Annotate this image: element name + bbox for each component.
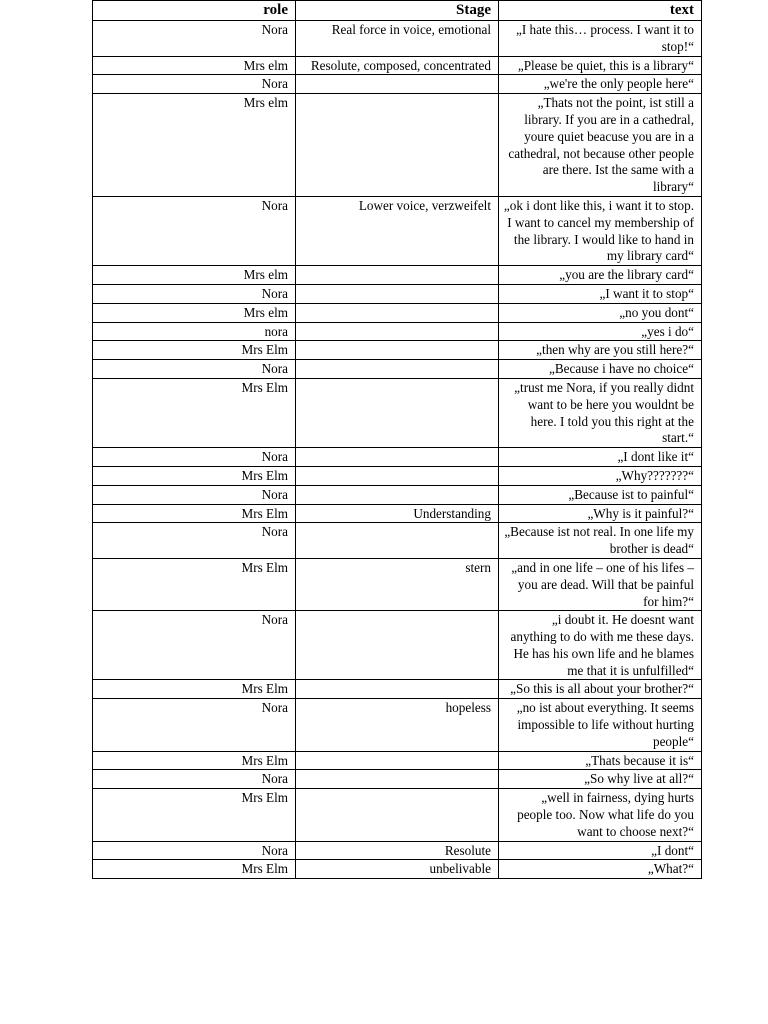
stage-cell [296, 360, 499, 379]
table-row [93, 699, 702, 751]
stage-cell: Resolute, composed, concentrated [296, 56, 499, 75]
table-row [93, 360, 702, 379]
role-cell: Nora [93, 21, 296, 57]
table-row [93, 485, 702, 504]
script-table [92, 0, 702, 879]
table-row [93, 21, 702, 57]
role-cell: Nora [93, 485, 296, 504]
role-cell: Mrs Elm [93, 378, 296, 447]
table-row [93, 341, 702, 360]
stage-cell [296, 94, 499, 197]
table-row [93, 860, 702, 879]
table-row [93, 266, 702, 285]
text-cell: „well in fairness, dying hurts people too. Now what life do you want to choose next?“ [499, 789, 702, 841]
role-cell: Mrs Elm [93, 558, 296, 610]
table-row [93, 284, 702, 303]
role-cell: Mrs Elm [93, 466, 296, 485]
table-row [93, 789, 702, 841]
header-text: text [499, 1, 702, 21]
text-cell: „I dont“ [499, 841, 702, 860]
text-cell: „So this is all about your brother?“ [499, 680, 702, 699]
table-row [93, 322, 702, 341]
stage-cell: Resolute [296, 841, 499, 860]
role-cell: Mrs Elm [93, 680, 296, 699]
stage-cell [296, 751, 499, 770]
role-cell: Nora [93, 448, 296, 467]
stage-cell [296, 523, 499, 559]
table-row [93, 523, 702, 559]
text-cell: „I hate this… process. I want it to stop!“ [499, 21, 702, 57]
stage-cell [296, 448, 499, 467]
table-row [93, 680, 702, 699]
role-cell: Mrs Elm [93, 751, 296, 770]
text-cell: „Why is it painful?“ [499, 504, 702, 523]
text-cell: „Because i have no choice“ [499, 360, 702, 379]
table-row [93, 56, 702, 75]
role-cell: Nora [93, 75, 296, 94]
role-cell: Nora [93, 196, 296, 265]
header-row [93, 1, 702, 21]
role-cell: Nora [93, 841, 296, 860]
stage-cell [296, 266, 499, 285]
role-cell: Nora [93, 770, 296, 789]
text-cell: „i doubt it. He doesnt want anything to do with me these days. He has his own life and he blames me that it is unfulfilled“ [499, 611, 702, 680]
table-row [93, 75, 702, 94]
role-cell: Mrs Elm [93, 860, 296, 879]
header-stage: Stage [296, 1, 499, 21]
text-cell: „Please be quiet, this is a library“ [499, 56, 702, 75]
table-row [93, 94, 702, 197]
role-cell: Mrs Elm [93, 789, 296, 841]
role-cell: Mrs Elm [93, 504, 296, 523]
stage-cell [296, 789, 499, 841]
stage-cell [296, 485, 499, 504]
text-cell: „we're the only people here“ [499, 75, 702, 94]
text-cell: „and in one life – one of his lifes – you are dead. Will that be painful for him?“ [499, 558, 702, 610]
role-cell: Nora [93, 699, 296, 751]
stage-cell [296, 75, 499, 94]
table-row [93, 303, 702, 322]
role-cell: Nora [93, 611, 296, 680]
stage-cell: hopeless [296, 699, 499, 751]
role-cell: Mrs elm [93, 266, 296, 285]
text-cell: „ok i dont like this, i want it to stop. I want to cancel my membership of the library. I would like to hand in my library card“ [499, 196, 702, 265]
role-cell: Nora [93, 523, 296, 559]
text-cell: „no you dont“ [499, 303, 702, 322]
header-role: role [93, 1, 296, 21]
stage-cell [296, 466, 499, 485]
text-cell: „Thats not the point, ist still a library. If you are in a cathedral, youre quiet beacuse you are in a cathedral, not because other people are there. Ist the same with a library“ [499, 94, 702, 197]
role-cell: Mrs Elm [93, 341, 296, 360]
stage-cell [296, 770, 499, 789]
table-row [93, 504, 702, 523]
stage-cell: unbelivable [296, 860, 499, 879]
stage-cell: Real force in voice, emotional [296, 21, 499, 57]
stage-cell [296, 378, 499, 447]
role-cell: Nora [93, 284, 296, 303]
text-cell: „Thats because it is“ [499, 751, 702, 770]
stage-cell [296, 303, 499, 322]
role-cell: Nora [93, 360, 296, 379]
text-cell: „Because ist to painful“ [499, 485, 702, 504]
text-cell: „trust me Nora, if you really didnt want to be here you wouldnt be here. I told you this right at the start.“ [499, 378, 702, 447]
table-body [93, 21, 702, 879]
role-cell: Mrs elm [93, 56, 296, 75]
role-cell: Mrs elm [93, 94, 296, 197]
table-row [93, 448, 702, 467]
text-cell: „you are the library card“ [499, 266, 702, 285]
text-cell: „So why live at all?“ [499, 770, 702, 789]
stage-cell: Lower voice, verzweifelt [296, 196, 499, 265]
table-row [93, 558, 702, 610]
role-cell: Mrs elm [93, 303, 296, 322]
table-row [93, 841, 702, 860]
table-row [93, 196, 702, 265]
stage-cell [296, 680, 499, 699]
text-cell: „Because ist not real. In one life my brother is dead“ [499, 523, 702, 559]
text-cell: „I dont like it“ [499, 448, 702, 467]
table-row [93, 466, 702, 485]
text-cell: „yes i do“ [499, 322, 702, 341]
text-cell: „I want it to stop“ [499, 284, 702, 303]
role-cell: nora [93, 322, 296, 341]
stage-cell [296, 284, 499, 303]
table-row [93, 378, 702, 447]
stage-cell: Understanding [296, 504, 499, 523]
table-row [93, 611, 702, 680]
text-cell: „then why are you still here?“ [499, 341, 702, 360]
stage-cell [296, 341, 499, 360]
text-cell: „What?“ [499, 860, 702, 879]
stage-cell [296, 611, 499, 680]
text-cell: „Why???????“ [499, 466, 702, 485]
table-row [93, 770, 702, 789]
stage-cell [296, 322, 499, 341]
text-cell: „no ist about everything. It seems impossible to life without hurting people“ [499, 699, 702, 751]
table-row [93, 751, 702, 770]
stage-cell: stern [296, 558, 499, 610]
